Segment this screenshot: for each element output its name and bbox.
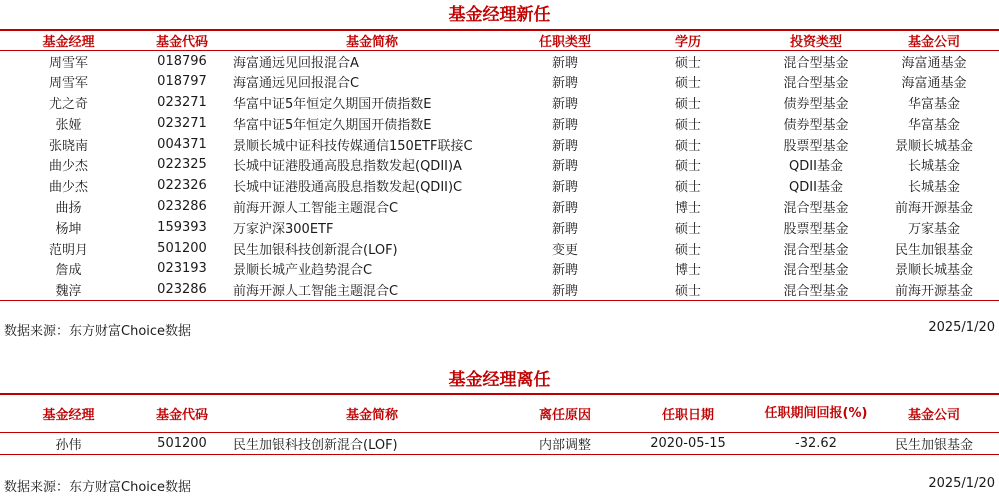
cell-manager: 杨坤 (55, 221, 82, 237)
cell-manager: 范明月 (48, 242, 88, 258)
cell-appointment-type: 新聘 (551, 96, 578, 112)
col-header-company: 基金公司 (907, 407, 960, 423)
cell-education: 硕士 (674, 283, 701, 299)
col-header-manager: 基金经理 (42, 35, 95, 50)
cell-investment-type: 混合型基金 (783, 200, 849, 216)
cell-manager: 詹成 (55, 263, 82, 279)
table-row (0, 92, 999, 113)
cell-leave-reason: 内部调整 (538, 437, 591, 453)
table-row (0, 279, 999, 300)
cell-fund-name: 华富中证5年恒定久期国开债指数E (233, 117, 432, 133)
cell-education: 硕士 (674, 159, 701, 175)
cell-education: 硕士 (674, 55, 701, 71)
cell-appointment-type: 新聘 (551, 55, 578, 71)
cell-code: 022326 (157, 178, 207, 194)
cell-code: 159393 (157, 219, 207, 235)
cell-manager: 尤之奇 (48, 96, 88, 112)
cell-appointment-type: 新聘 (551, 76, 578, 92)
new-source-note: 数据来源：东方财富Choice数据 (4, 324, 192, 339)
col-header-manager: 基金经理 (42, 407, 95, 423)
cell-code: 023286 (157, 198, 207, 214)
table-row (0, 113, 999, 134)
cell-fund-name: 海富通远见回报混合C (233, 76, 360, 92)
leave-table-header-row (0, 394, 999, 432)
cell-fund-name: 前海开源人工智能主题混合C (233, 200, 399, 216)
cell-manager: 魏淳 (55, 283, 82, 299)
cell-investment-type: QDII基金 (789, 159, 843, 175)
cell-education: 硕士 (674, 242, 701, 258)
col-header-fund-name: 基金简称 (345, 35, 398, 50)
new-section-title: 基金经理新任 (448, 5, 551, 25)
cell-appointment-type: 新聘 (551, 159, 578, 175)
cell-company: 海富通基金 (901, 55, 967, 71)
cell-appointment-type: 新聘 (551, 263, 578, 279)
cell-appointment-type: 新聘 (551, 138, 578, 154)
col-header-education: 学历 (674, 35, 701, 50)
cell-company: 景顺长城基金 (894, 138, 973, 154)
cell-code: 018797 (157, 74, 207, 90)
cell-investment-type: 股票型基金 (783, 221, 849, 237)
cell-code: 004371 (157, 136, 207, 152)
leave-date: 2025/1/20 (928, 476, 995, 491)
cell-investment-type: 混合型基金 (783, 263, 849, 279)
col-header-code: 基金代码 (155, 35, 208, 50)
cell-investment-type: 混合型基金 (783, 283, 849, 299)
leave-section-title: 基金经理离任 (448, 370, 551, 390)
col-header-fund-name: 基金简称 (345, 407, 398, 423)
cell-investment-type: 混合型基金 (783, 76, 849, 92)
cell-fund-name: 万家沪深300ETF (233, 221, 334, 237)
cell-appointment-type: 新聘 (551, 283, 578, 299)
cell-fund-name: 长城中证港股通高股息指数发起(QDII)A (233, 159, 462, 175)
cell-tenure-return: -32.62 (795, 435, 837, 451)
cell-education: 硕士 (674, 96, 701, 112)
col-header-appointment-type: 任职类型 (538, 35, 591, 50)
cell-code: 501200 (157, 435, 207, 451)
table-row (0, 51, 999, 72)
cell-education: 硕士 (674, 138, 701, 154)
cell-investment-type: 混合型基金 (783, 242, 849, 258)
cell-code: 501200 (157, 240, 207, 256)
cell-company: 前海开源基金 (894, 200, 973, 216)
cell-appointment-type: 新聘 (551, 221, 578, 237)
cell-code: 018796 (157, 53, 207, 69)
cell-company: 华富基金 (907, 96, 960, 112)
cell-manager: 张晓南 (48, 138, 88, 154)
table-row (0, 71, 999, 92)
cell-code: 022325 (157, 157, 207, 173)
cell-appointment-type: 新聘 (551, 180, 578, 196)
table-row (0, 175, 999, 196)
table-row (0, 134, 999, 155)
cell-code: 023271 (157, 115, 207, 131)
cell-company: 海富通基金 (901, 76, 967, 92)
col-header-tenure-return: 任职期间回报(%) (764, 405, 868, 421)
cell-education: 硕士 (674, 221, 701, 237)
cell-company: 长城基金 (907, 180, 960, 196)
cell-fund-name: 前海开源人工智能主题混合C (233, 283, 399, 299)
cell-appointment-type: 变更 (551, 242, 578, 258)
cell-education: 硕士 (674, 76, 701, 92)
col-header-start-date: 任职日期 (661, 407, 714, 423)
cell-investment-type: QDII基金 (789, 180, 843, 196)
cell-investment-type: 债券型基金 (783, 96, 849, 112)
cell-fund-name: 长城中证港股通高股息指数发起(QDII)C (233, 180, 463, 196)
cell-manager: 曲少杰 (48, 180, 88, 196)
leaving-managers-table (0, 393, 999, 455)
cell-manager: 周雪军 (48, 76, 88, 92)
cell-manager: 孙伟 (55, 437, 82, 453)
table-row (0, 217, 999, 238)
table-row (0, 196, 999, 217)
new-date: 2025/1/20 (928, 320, 995, 335)
new-managers-table (0, 29, 999, 301)
new-table-header-row (0, 30, 999, 51)
col-header-investment-type: 投资类型 (789, 35, 842, 50)
cell-manager: 周雪军 (48, 55, 88, 71)
cell-education: 博士 (674, 263, 701, 279)
cell-investment-type: 债券型基金 (783, 117, 849, 133)
cell-company: 民生加银基金 (894, 242, 973, 258)
cell-code: 023286 (157, 281, 207, 297)
cell-fund-name: 海富通远见回报混合A (233, 55, 359, 71)
cell-company: 长城基金 (907, 159, 960, 175)
cell-fund-name: 景顺长城中证科技传媒通信150ETF联接C (233, 138, 473, 154)
col-header-company: 基金公司 (907, 35, 960, 50)
cell-manager: 曲少杰 (48, 159, 88, 175)
table-row (0, 238, 999, 259)
cell-fund-name: 景顺长城产业趋势混合C (233, 263, 373, 279)
cell-fund-name: 民生加银科技创新混合(LOF) (233, 437, 398, 453)
cell-investment-type: 混合型基金 (783, 55, 849, 71)
cell-education: 博士 (674, 200, 701, 216)
cell-company: 前海开源基金 (894, 283, 973, 299)
cell-code: 023193 (157, 261, 207, 277)
cell-start-date: 2020-05-15 (650, 435, 726, 451)
table-row (0, 432, 999, 454)
cell-fund-name: 民生加银科技创新混合(LOF) (233, 242, 398, 258)
cell-education: 硕士 (674, 117, 701, 133)
cell-appointment-type: 新聘 (551, 200, 578, 216)
col-header-code: 基金代码 (155, 407, 208, 423)
cell-manager: 曲扬 (55, 200, 82, 216)
cell-company: 华富基金 (907, 117, 960, 133)
cell-education: 硕士 (674, 180, 701, 196)
cell-manager: 张娅 (55, 117, 82, 133)
cell-company: 民生加银基金 (894, 437, 973, 453)
leave-source-note: 数据来源：东方财富Choice数据 (4, 480, 192, 495)
cell-code: 023271 (157, 94, 207, 110)
table-row (0, 258, 999, 279)
cell-fund-name: 华富中证5年恒定久期国开债指数E (233, 96, 432, 112)
cell-company: 万家基金 (907, 221, 960, 237)
cell-company: 景顺长城基金 (894, 263, 973, 279)
cell-appointment-type: 新聘 (551, 117, 578, 133)
col-header-leave-reason: 离任原因 (538, 407, 591, 423)
cell-investment-type: 股票型基金 (783, 138, 849, 154)
table-row (0, 154, 999, 175)
